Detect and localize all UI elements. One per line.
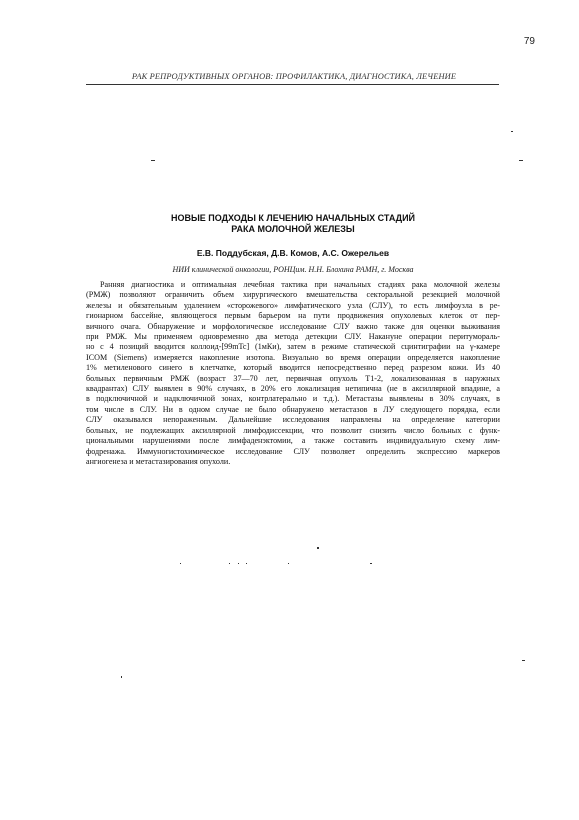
article-abstract [86,280,500,467]
scan-speck [370,563,372,564]
scan-speck [317,547,319,549]
abstract-line: СЛУ оказывался непораженным. Дальнейшие исследования направлены на определение категории [86,415,500,425]
scan-speck [522,660,525,661]
scan-speck [121,676,122,678]
scan-speck [180,563,181,564]
scan-speck [151,160,155,161]
abstract-line: (РМЖ) позволяют ограничить объем хирургического вмешательства секторальной резекцией молочной [86,290,500,300]
title-line: РАКА МОЛОЧНОЙ ЖЕЛЕЗЫ [231,224,355,234]
abstract-line: гионарном бассейне, являющегося первым барьером на пути продвижения опухолевых клеток от пер- [86,311,500,321]
abstract-line: но с 4 позиций вводится коллоид-[99mTc] (1мКи), затем в режиме статической сцинтиграфии на γ-камере [86,342,500,352]
abstract-line: том числе в СЛУ. Ни в одном случае не было обнаружено метастазов в ЛУ следующего порядка, если [86,404,500,414]
abstract-line: ICOM (Siemens) измеряется накопление изотопа. Визуально во время операции определяется накопление [86,352,500,362]
article-authors: Е.В. Поддубская, Д.В. Комов, А.С. Ожерельев [196,248,390,258]
scan-speck [238,563,239,564]
header-rule [86,84,499,85]
article-affiliation: НИИ клинической онкологии, РОНЦим. Н.Н. Блохина РАМН, г. Москва [172,265,414,274]
abstract-line: Ранняя диагностика и оптимальная лечебная тактика при начальных стадиях рака молочной железы [100,280,500,289]
scan-speck [229,563,230,564]
abstract-line: больных первичным РМЖ (возраст 37—70 лет, первичная опухоль T1-2, локализованная в наружных [86,373,500,383]
scan-speck [288,563,289,564]
abstract-line: при РМЖ. Мы применяем одновременно два метода детекции СЛУ. Накануне операции перитумораль- [86,332,500,342]
running-header: РАК РЕПРОДУКТИВНЫХ ОРГАНОВ: ПРОФИЛАКТИКА, ДИАГНОСТИКА, ЛЕЧЕНИЕ [131,72,457,81]
page-number: 79 [523,36,535,47]
abstract-line: больных, не подлежащих аксиллярной лимфодиссекции, что позволит снизить число больных с функ- [86,425,500,435]
abstract-line: фодренажа. Иммуногистохимическое исследование СЛУ позволяет определить экспрессию маркеров [86,446,500,456]
scan-speck [511,131,513,132]
article-title [86,213,500,235]
abstract-line: 1% метиленового синего в клетчатке, который вводится непосредственно перед разрезом кожи. Из 40 [86,363,500,373]
scan-speck [246,563,247,564]
abstract-line: квадрантах) СЛУ выявлен в 90% случаях, в 20% его локализация нетипична (не в аксиллярной впадине, а [86,384,500,394]
title-line: НОВЫЕ ПОДХОДЫ К ЛЕЧЕНИЮ НАЧАЛЬНЫХ СТАДИЙ [170,213,416,223]
abstract-line: вичного очага. Обнаружение и морфологическое исследование СЛУ важно также для оценки выживания [86,321,500,331]
abstract-line: ангиогенеза и метастазирования опухоли. [86,456,231,466]
abstract-line: в подключичной и надключичной зонах, контрлатерально и т.д.). Метастазы выявлены в 30% случаях, в [86,394,500,404]
abstract-line: циональными нарушениями после лимфаденэктомии, а также составить индивидуальную схему лим- [86,436,500,446]
abstract-line: железы и обязательным удалением «сторожевого» лимфатического узла (СЛУ), то есть лимфоузла в ре- [86,300,500,310]
scan-speck [519,160,523,161]
